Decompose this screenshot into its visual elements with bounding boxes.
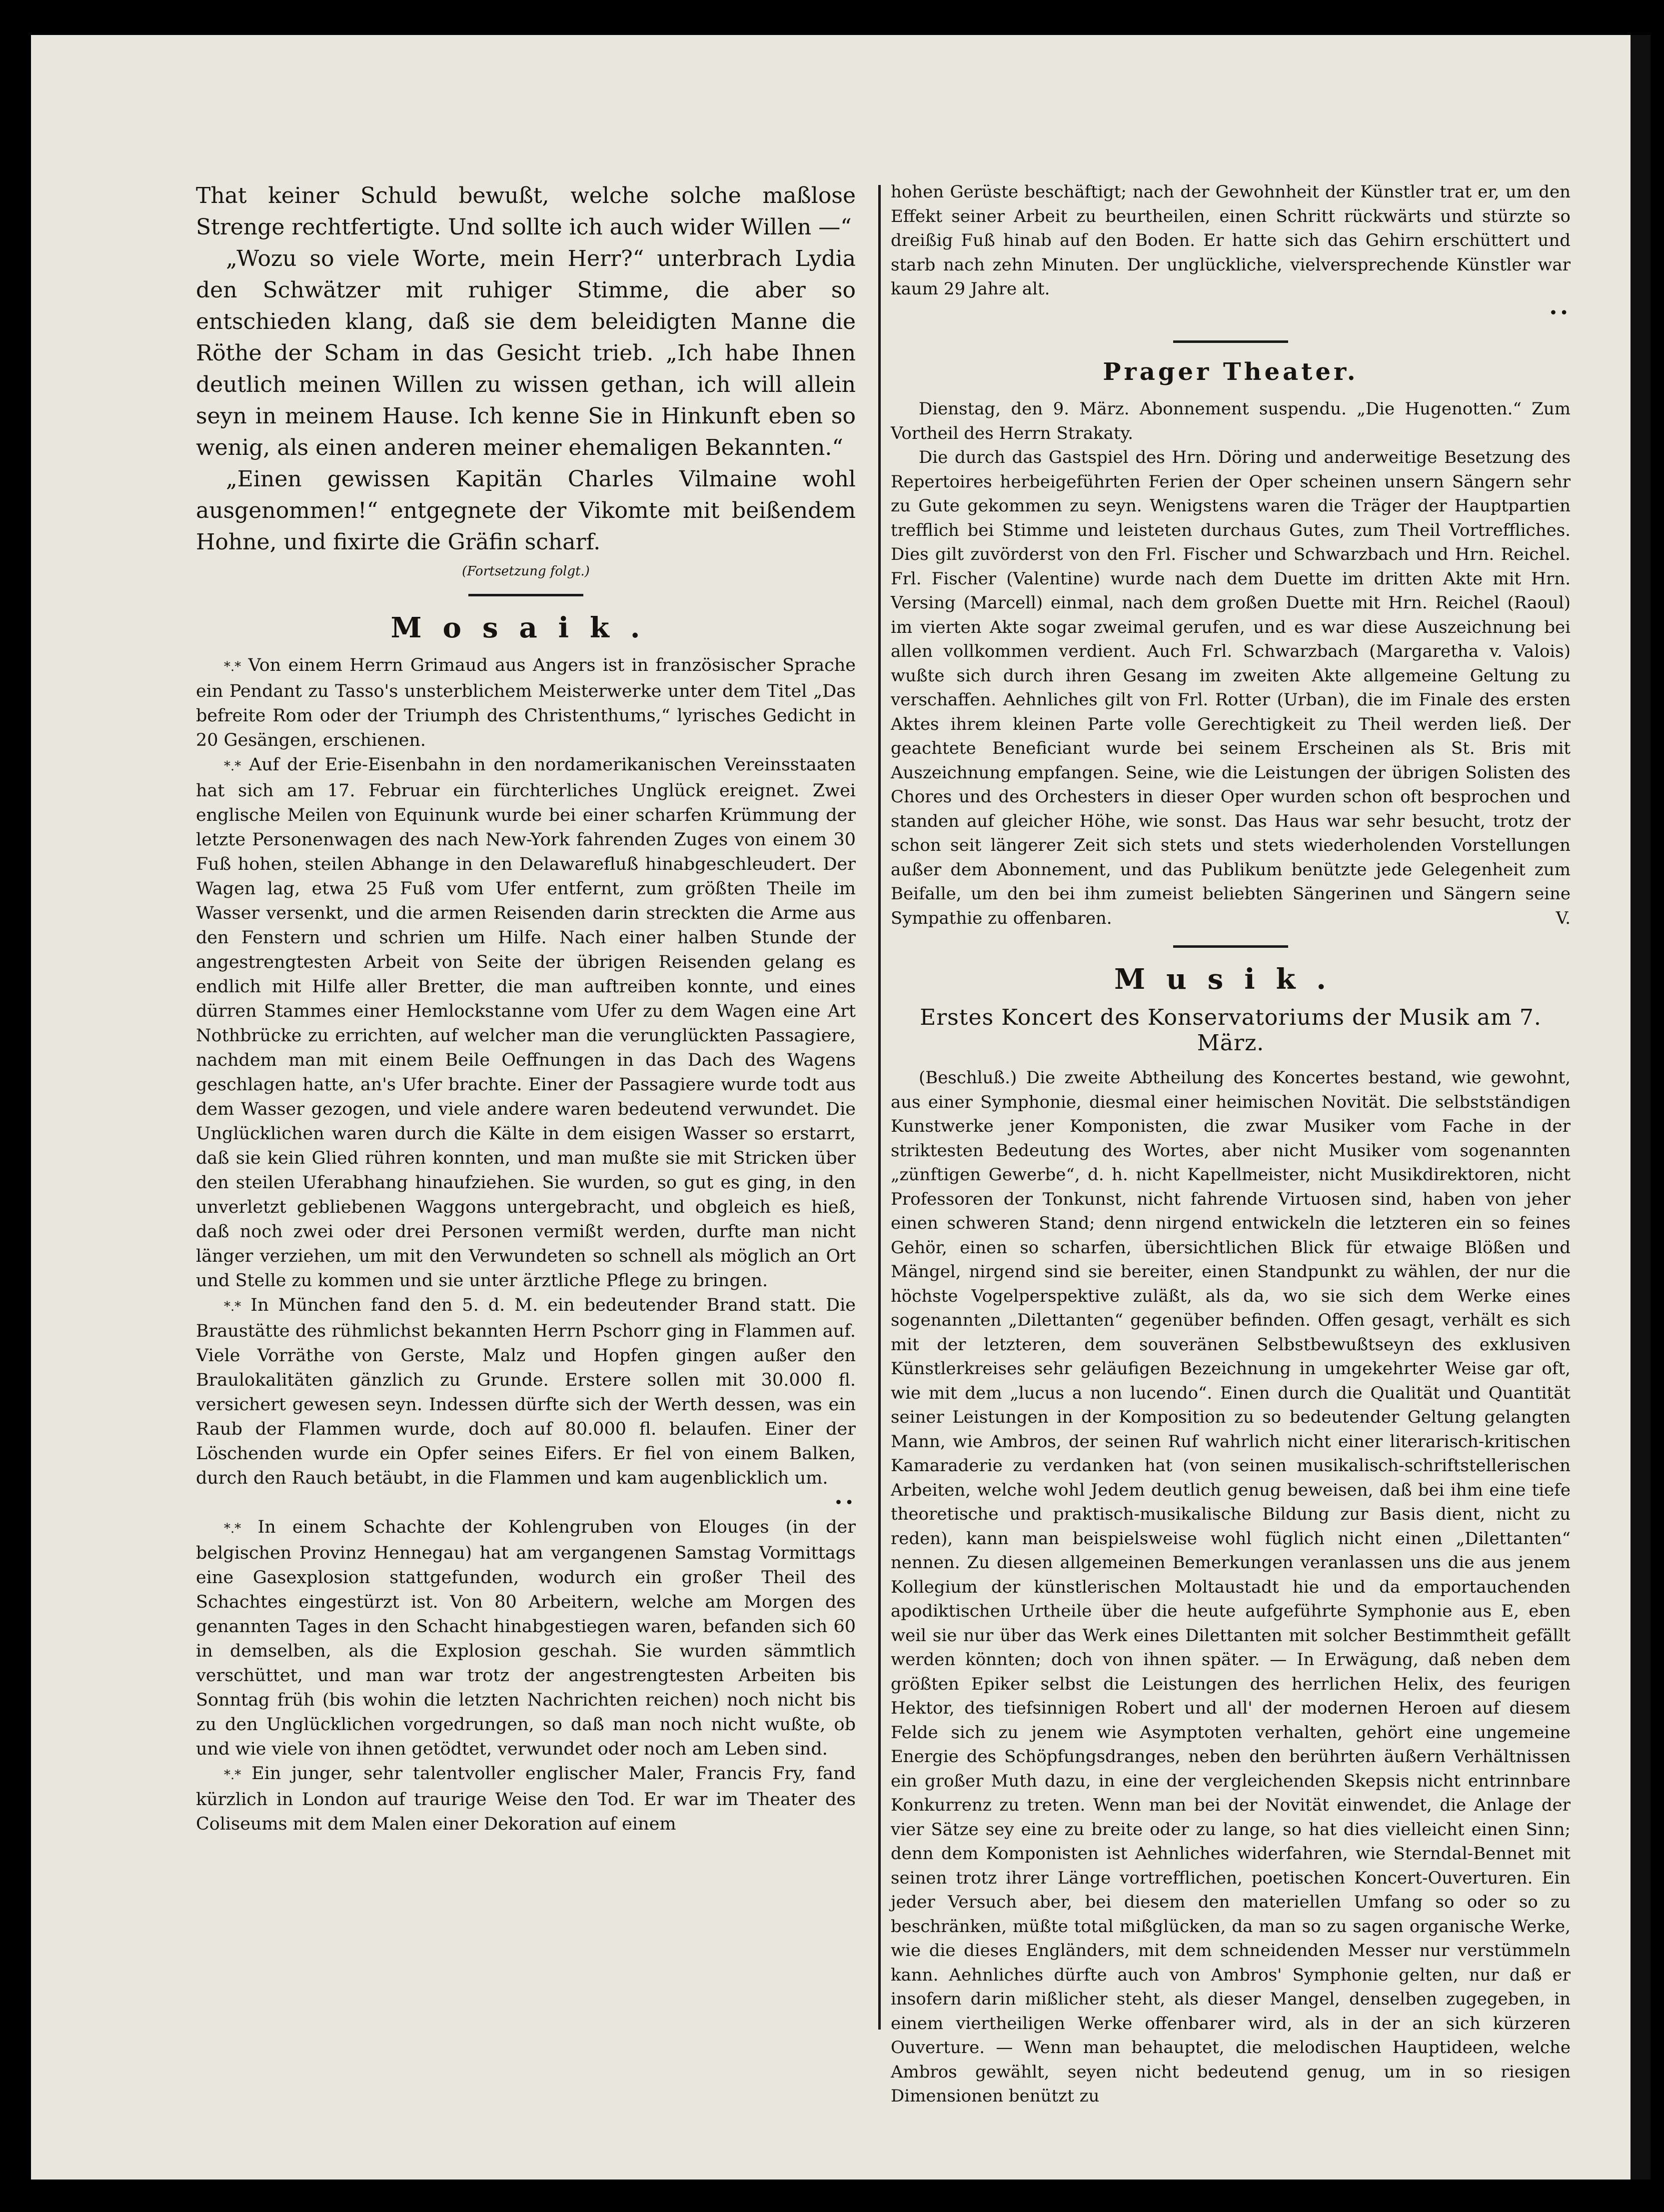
musik-review [891, 1066, 1571, 2109]
section-rule [1173, 945, 1288, 948]
column-divider [878, 185, 881, 2030]
theater-dateline: Dienstag, den 9. März. Abonnement suspendu. „Die Hugenotten.“ Zum Vortheil des Herrn Strakaty. [891, 399, 1571, 443]
right-column [891, 180, 1571, 2109]
story-continuation [196, 180, 856, 558]
mosaik-item: *.* Auf der Erie-Eisenbahn in den nordamerikanischen Vereinsstaaten hat sich am 17. Februar ein fürchterliches Unglück ereignet. Zwei englische Meilen von Equinunk wurde bei einer scharfen Krümmung der letzte Personenwagen des nach New-York fahrenden Zuges von einem 30 Fuß hohen, steilen Abhange in den Delawarefluß hinabgeschleudert. Der Wagen lag, etwa 25 Fuß vom Ufer entfernt, zum größten Theile im Wasser versenkt, und die armen Reisenden darin streckten die Arme aus den Fenstern und schrien um Hilfe. Nach einer halben Stunde der angestrengtesten Arbeit von Seite der übrigen Reisenden gelang es endlich mit Hilfe aller Bretter, die man auftreiben konnte, und eines dürren Stammes einer Hemlockstanne vom Ufer zu dem Wagen eine Art Nothbrücke zu errichten, auf welcher man die verunglückten Passagiere, nachdem man mit einem Beile Oeffnungen in das Dach des Wagens geschlagen hatte, an's Ufer brachte. Einer der Passagiere wurde todt aus dem Wasser gezogen, und viele andere waren bedeutend verwundet. Die Unglücklichen waren durch die Kälte in dem eisigen Wasser so erstarrt, daß sie kein Glied rühren konnten, und man mußte sie mit Stricken über den steilen Uferabhang hinaufziehen. Sie wurden, so gut es ging, in den unverletzt gebliebenen Waggons untergebracht, und obgleich es hieß, daß noch zwei oder drei Personen vermißt werden, durfte man nicht länger verziehen, um mit den Verwundeten so schnell als möglich an Ort und Stelle zu kommen und sie unter ärztliche Pflege zu bringen. [196, 755, 856, 1291]
theater-heading: Prager Theater. [1103, 358, 1359, 386]
story-paragraph: That keiner Schuld bewußt, welche solche maßlose Strenge rechtfertigte. Und sollte ich auch wider Willen —“ [196, 183, 856, 240]
bullet-mark: *.* [224, 1768, 241, 1783]
carryover-block [891, 180, 1571, 325]
carryover-paragraph: hohen Gerüste beschäftigt; nach der Gewohnheit der Künstler trat er, um den Effekt seiner Arbeit zu beurtheilen, einen Schritt rückwärts und stürzte so dreißig Fuß hinab auf den Boden. Er hatte sich das Gehirn erschüttert und starb nach zehn Minuten. Der unglückliche, vielversprechende Künstler war kaum 29 Jahre alt. [891, 182, 1571, 299]
bullet-mark: *.* [224, 759, 241, 774]
continuation-note: (Fortsetzung folgt.) [462, 564, 590, 579]
mosaik-item: *.* In einem Schachte der Kohlengruben von Elouges (in der belgischen Provinz Hennegau) hat am vergangenen Samstag Vormittags eine Gasexplosion stattgefunden, wodurch ein großer Theil des Schachtes eingestürzt ist. Von 80 Arbeitern, welche am Morgen des genannten Tages in den Schacht hinabgestiegen waren, befanden sich 60 in demselben, als die Explosion geschah. Sie wurden sämmtlich verschüttet, und man war trotz der angestrengtesten Arbeiten bis Sonntag früh (bis wohin die letzten Nachrichten reichen) noch nicht bis zu den Unglücklichen vorgedrungen, so daß man noch nicht wußte, ob und wie viele von ihnen getödtet, verwundet oder noch am Leben sind. [196, 1517, 856, 1759]
mosaik-heading: Mosaik. [390, 611, 661, 644]
musik-body: (Beschluß.) Die zweite Abtheilung des Koncertes bestand, wie gewohnt, aus einer Symphonie, diesmal einer heimischen Novität. Die selbstständigen Kunstwerke jener Komponisten, die zwar Musiker vom Fache in der striktesten Bedeutung des Wortes, aber nicht Musiker vom sogenannten „zünftigen Gewerbe“, d. h. nicht Kapellmeister, nicht Musikdirektoren, nicht Professoren der Tonkunst, nicht fahrende Virtuosen sind, haben von jeher einen schweren Stand; denn nirgend entwickeln die letzteren ein so feines Gehör, einen so scharfen, übersichtlichen Blick für etwaige Blößen und Mängel, nirgend sind sie bereiter, einen Standpunkt zu wählen, der nur die höchste Vogelperspektive zuläßt, als da, wo sie sich dem Werke eines sogenannten „Dilettanten“ gegenüber befinden. Offen gesagt, verhält es sich mit der letzteren, dem souveränen Selbstbewußtseyn des exklusiven Künstlerkreises sehr geläufigen Bezeichnung in umgekehrter Weise gar oft, wie mit dem „lucus a non lucendo“. Einen durch die Qualität und Quantität seiner Leistungen in der Komposition zu so bedeutender Geltung gelangten Mann, wie Ambros, der seinen Ruf wahrlich nicht einer literarisch-kritischen Kamaraderie zu verdanken hat (von seinen musikalisch-schriftstellerischen Arbeiten, welche wohl Jedem deutlich genug beweisen, daß bei ihm eine tiefe theoretische und praktisch-musikalische Bildung zur Basis dient, nicht zu reden), kann man beispielsweise wohl füglich nicht einen „Dilettanten“ nennen. Zu diesen allgemeinen Bemerkungen veranlassen uns die aus jenem Kollegium der künstlerischen Moltaustadt hie und da emportauchenden apodiktischen Urtheile über die heute aufgeführte Symphonie aus E, eben weil sie nur über das Werk eines Dilettanten mit solcher Bestimmtheit gefällt werden könnten; doch von ihnen später. — In Erwägung, daß neben dem größten Epiker selbst die Leistungen des herrlichen Helix, des feurigen Hektor, des tiefsinnigen Robert und all' der modernen Heroen auf diesem Felde sich zu jenem wie Asymptoten verhalten, gehört eine ungemeine Energie des Schöpfungsdranges, neben den berührten äußern Verhältnissen ein großer Muth dazu, in eine der vergleichenden Skepsis nicht entrinnbare Konkurrenz zu treten. Wenn man bei der Novität einwendet, die Anlage der vier Sätze sey eine zu breite oder zu lange, so hat dies vielleicht einen Sinn; denn dem Komponisten ist Aehnliches widerfahren, wie Sterndal-Bennet mit seinen trotz ihrer Länge vortrefflichen, poetischen Koncert-Ouverturen. Ein jeder Versuch aber, bei diesem den materiellen Umfang so oder so zu beschränken, müßte total mißglücken, da man so zu sagen organische Werke, wie die dieses Engländers, mit dem schneidenden Messer nur verstümmeln kann. Aehnliches dürfte auch von Ambros' Symphonie gelten, nur daß er insofern darin mißlicher steht, als dieser Mangel, denselben zugegeben, in einem viertheiligen Werke offenbarer wird, als in der an sich kürzeren Ouverture. — Wenn man behauptet, die melodischen Hauptideen, welche Ambros gewählt, seyen nicht bedeutend genug, um in so riesigen Dimensionen benützt zu [891, 1068, 1571, 2106]
section-rule [468, 594, 583, 596]
mosaik-item: *.* In München fand den 5. d. M. ein bedeutender Brand statt. Die Braustätte des rühmlichst bekannten Herrn Pschorr ging in Flammen auf. Viele Vorräthe von Gerste, Malz und Hopfen gingen außer den Braulokalitäten gänzlich zu Grunde. Erstere sollen mit 30.000 fl. versichert gewesen seyn. Indessen dürfte sich der Werth dessen, was ein Raub der Flammen wurde, doch auf 80.000 fl. belaufen. Einer der Löschenden wurde ein Opfer seines Eifers. Er fiel von einem Balken, durch den Rauch betäubt, in die Flammen und kam augenblicklich um. [196, 1295, 856, 1488]
musik-subheading: Erstes Koncert des Konservatoriums der Musik am 7. März. [920, 1005, 1542, 1056]
section-rule [1173, 340, 1288, 343]
story-paragraph: „Einen gewissen Kapitän Charles Vilmaine wohl ausgenommen!“ entgegnete der Vikomte mit beißendem Hohne, und fixirte die Gräfin scharf. [196, 466, 856, 555]
theater-review [891, 397, 1571, 930]
story-paragraph: „Wozu so viele Worte, mein Herr?“ unterbrach Lydia den Schwätzer mit ruhiger Stimme, die aber so entschieden klang, daß sie dem beleidigten Manne die Röthe der Scham in das Gesicht trieb. „Ich habe Ihnen deutlich meinen Willen zu wissen gethan, ich will allein seyn in meinem Hause. Ich kenne Sie in Hinkunft eben so wenig, als einen anderen meiner ehemaligen Bekannten.“ [196, 246, 856, 460]
item-separator: •• [1549, 304, 1571, 322]
mosaik-items [196, 653, 856, 1837]
signature: V. [1556, 908, 1571, 928]
mosaik-item: *.* Ein junger, sehr talentvoller englischer Maler, Francis Fry, fand kürzlich in London auf traurige Weise den Tod. Er war im Theater des Coliseums mit dem Malen einer Dekoration auf einem [196, 1764, 856, 1834]
bullet-mark: *.* [224, 659, 241, 674]
bullet-mark: *.* [224, 1521, 241, 1536]
theater-body: Die durch das Gastspiel des Hrn. Döring und anderweitige Besetzung des Repertoires herbeigeführten Ferien der Oper scheinen unsern Sängern sehr zu Gute gekommen zu seyn. Wenigstens waren die Träger der Hauptpartien trefflich bei Stimme und leisteten durchaus Gutes, zum Theil Vortreffliches. Dies gilt zuvörderst von den Frl. Fischer und Schwarzbach und Hrn. Reichel. Frl. Fischer (Valentine) wurde nach dem Duette im dritten Akte mit Hrn. Versing (Marcell) einmal, nach dem großen Duette mit Hrn. Reichel (Raoul) im vierten Akte sogar zweimal gerufen, und es war diese Auszeichnung bei allen vollkommen verdient. Auch Frl. Schwarzbach (Margaretha v. Valois) wußte sich durch ihren Gesang im zweiten Akte allgemeine Geltung zu verschaffen. Aehnliches gilt von Frl. Rotter (Urban), die im Finale des ersten Aktes ihrem kleinen Parte volle Gerechtigkeit zu Theil werden ließ. Der geachtete Beneficiant wurde bei seinem Erscheinen als St. Bris mit Auszeichnung empfangen. Seine, wie die Leistungen der übrigen Solisten des Chores und des Orchesters in dieser Oper wurden schon oft besprochen und standen auf gleicher Höhe, wie sonst. Das Haus war sehr besucht, trotz der schon seit längerer Zeit sich stets und stets wiederholenden Vorstellungen außer dem Abonnement, und das Publikum benützte jede Gelegenheit zum Beifalle, um den bei ihm zumeist beliebten Sängerinen und Sängern seine Sympathie zu offenbaren. V. [891, 445, 1571, 930]
left-column [196, 180, 856, 1837]
mosaik-item: *.* Von einem Herrn Grimaud aus Angers ist in französischer Sprache ein Pendant zu Tasso's unsterblichem Meisterwerke unter dem Titel „Das befreite Rom oder der Triumph des Christenthums,“ lyrisches Gedicht in 20 Gesängen, erschienen. [196, 655, 856, 750]
musik-heading: Musik. [1114, 963, 1347, 996]
bullet-mark: *.* [224, 1299, 241, 1314]
item-separator: •• [834, 1494, 856, 1512]
newspaper-page [31, 35, 1651, 2180]
